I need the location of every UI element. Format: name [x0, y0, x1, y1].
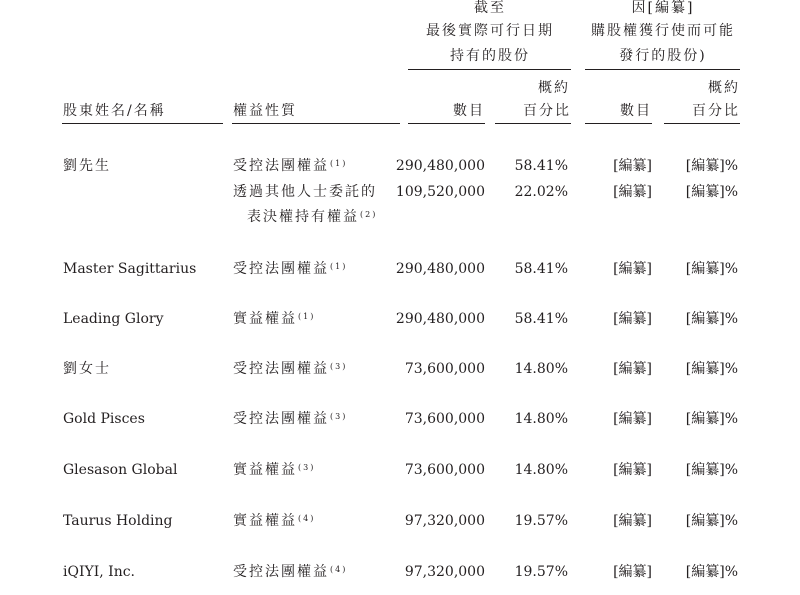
row-3-name: Master Sagittarius	[63, 261, 197, 277]
rule-number-1	[408, 123, 485, 124]
row-3-redacted-number: [編纂]	[613, 261, 652, 277]
row-3-number: 290,480,000	[395, 261, 485, 277]
row-3-pct: 58.41%	[514, 261, 568, 277]
rule-nature	[232, 123, 400, 124]
column-header-pct-1: 百分比	[523, 103, 571, 119]
row-5-name: 劉女士	[63, 361, 111, 377]
row-1-nature: 透過其他人士委託的	[233, 184, 377, 200]
row-5-number: 73,600,000	[404, 361, 485, 377]
row-6-name: Gold Pisces	[63, 411, 145, 427]
row-8-redacted-number: [編纂]	[613, 513, 652, 529]
row-0-name: 劉先生	[63, 158, 111, 174]
rule-pct-1	[495, 123, 571, 124]
row-4-pct: 58.41%	[514, 311, 568, 327]
row-7-pct: 14.80%	[514, 462, 568, 478]
row-4-redacted-number: [編纂]	[613, 311, 652, 327]
column-header-nature: 權益性質	[233, 103, 297, 119]
group1-rule	[408, 69, 571, 70]
row-1-number: 109,520,000	[395, 184, 485, 200]
row-6-redacted-pct: [編纂]%	[685, 411, 738, 427]
row-8-nature: 實益權益$^{(4)}$	[233, 513, 316, 529]
group1-heading-line3: 持有的股份	[450, 48, 530, 64]
group1-heading-line1: 截至	[474, 0, 506, 16]
row-7-redacted-number: [編纂]	[613, 462, 652, 478]
column-header-number-2: 數目	[620, 103, 652, 119]
row-0-number: 290,480,000	[395, 158, 485, 174]
row-4-name: Leading Glory	[63, 311, 164, 327]
row-0-redacted-number: [編纂]	[613, 158, 652, 174]
row-5-nature: 受控法團權益$^{(3)}$	[233, 361, 348, 377]
column-header-pct-2: 百分比	[692, 103, 740, 119]
row-8-pct: 19.57%	[514, 513, 568, 529]
group2-heading-line3: 發行的股份)	[619, 48, 707, 64]
row-8-redacted-pct: [編纂]%	[685, 513, 738, 529]
approx-label-group2: 概約	[708, 80, 740, 96]
row-3-redacted-pct: [編纂]%	[685, 261, 738, 277]
approx-label-group1: 概約	[538, 80, 570, 96]
group1-heading-line2: 最後實際可行日期	[426, 23, 554, 39]
row-7-number: 73,600,000	[404, 462, 485, 478]
column-header-name: 股東姓名/名稱	[63, 103, 166, 119]
group2-heading-line1: 因[編纂]	[631, 0, 695, 16]
row-9-name: iQIYI, Inc.	[63, 564, 135, 580]
row-1-redacted-number: [編纂]	[613, 184, 652, 200]
group2-heading-line2: 購股權獲行使而可能	[591, 23, 735, 39]
row-8-name: Taurus Holding	[63, 513, 173, 529]
row-6-nature: 受控法團權益$^{(3)}$	[233, 411, 348, 427]
row-7-nature: 實益權益$^{(3)}$	[233, 462, 316, 478]
row-7-name: Glesason Global	[63, 462, 178, 478]
rule-name	[62, 123, 223, 124]
row-4-redacted-pct: [編纂]%	[685, 311, 738, 327]
row-4-number: 290,480,000	[395, 311, 485, 327]
row-5-redacted-pct: [編纂]%	[685, 361, 738, 377]
row-1-redacted-pct: [編纂]%	[685, 184, 738, 200]
row-7-redacted-pct: [編纂]%	[685, 462, 738, 478]
row-5-redacted-number: [編纂]	[613, 361, 652, 377]
row-0-pct: 58.41%	[514, 158, 568, 174]
row-3-nature: 受控法團權益$^{(1)}$	[233, 261, 348, 277]
row-4-nature: 實益權益$^{(1)}$	[233, 311, 316, 327]
column-header-number-1: 數目	[453, 103, 485, 119]
row-5-pct: 14.80%	[514, 361, 568, 377]
row-6-redacted-number: [編纂]	[613, 411, 652, 427]
row-1-pct: 22.02%	[514, 184, 568, 200]
rule-pct-2	[664, 123, 740, 124]
row-9-redacted-pct: [編纂]%	[685, 564, 738, 580]
row-6-number: 73,600,000	[404, 411, 485, 427]
row-9-number: 97,320,000	[404, 564, 485, 580]
row-9-nature: 受控法團權益$^{(4)}$	[233, 564, 348, 580]
row-0-nature: 受控法團權益$^{(1)}$	[233, 158, 348, 174]
row-8-number: 97,320,000	[404, 513, 485, 529]
rule-number-2	[585, 123, 652, 124]
row-0-redacted-pct: [編纂]%	[685, 158, 738, 174]
row-6-pct: 14.80%	[514, 411, 568, 427]
row-9-pct: 19.57%	[514, 564, 568, 580]
row-9-redacted-number: [編纂]	[613, 564, 652, 580]
row-2-nature: 表決權持有權益$^{(2)}$	[247, 209, 378, 225]
group2-rule	[585, 69, 740, 70]
